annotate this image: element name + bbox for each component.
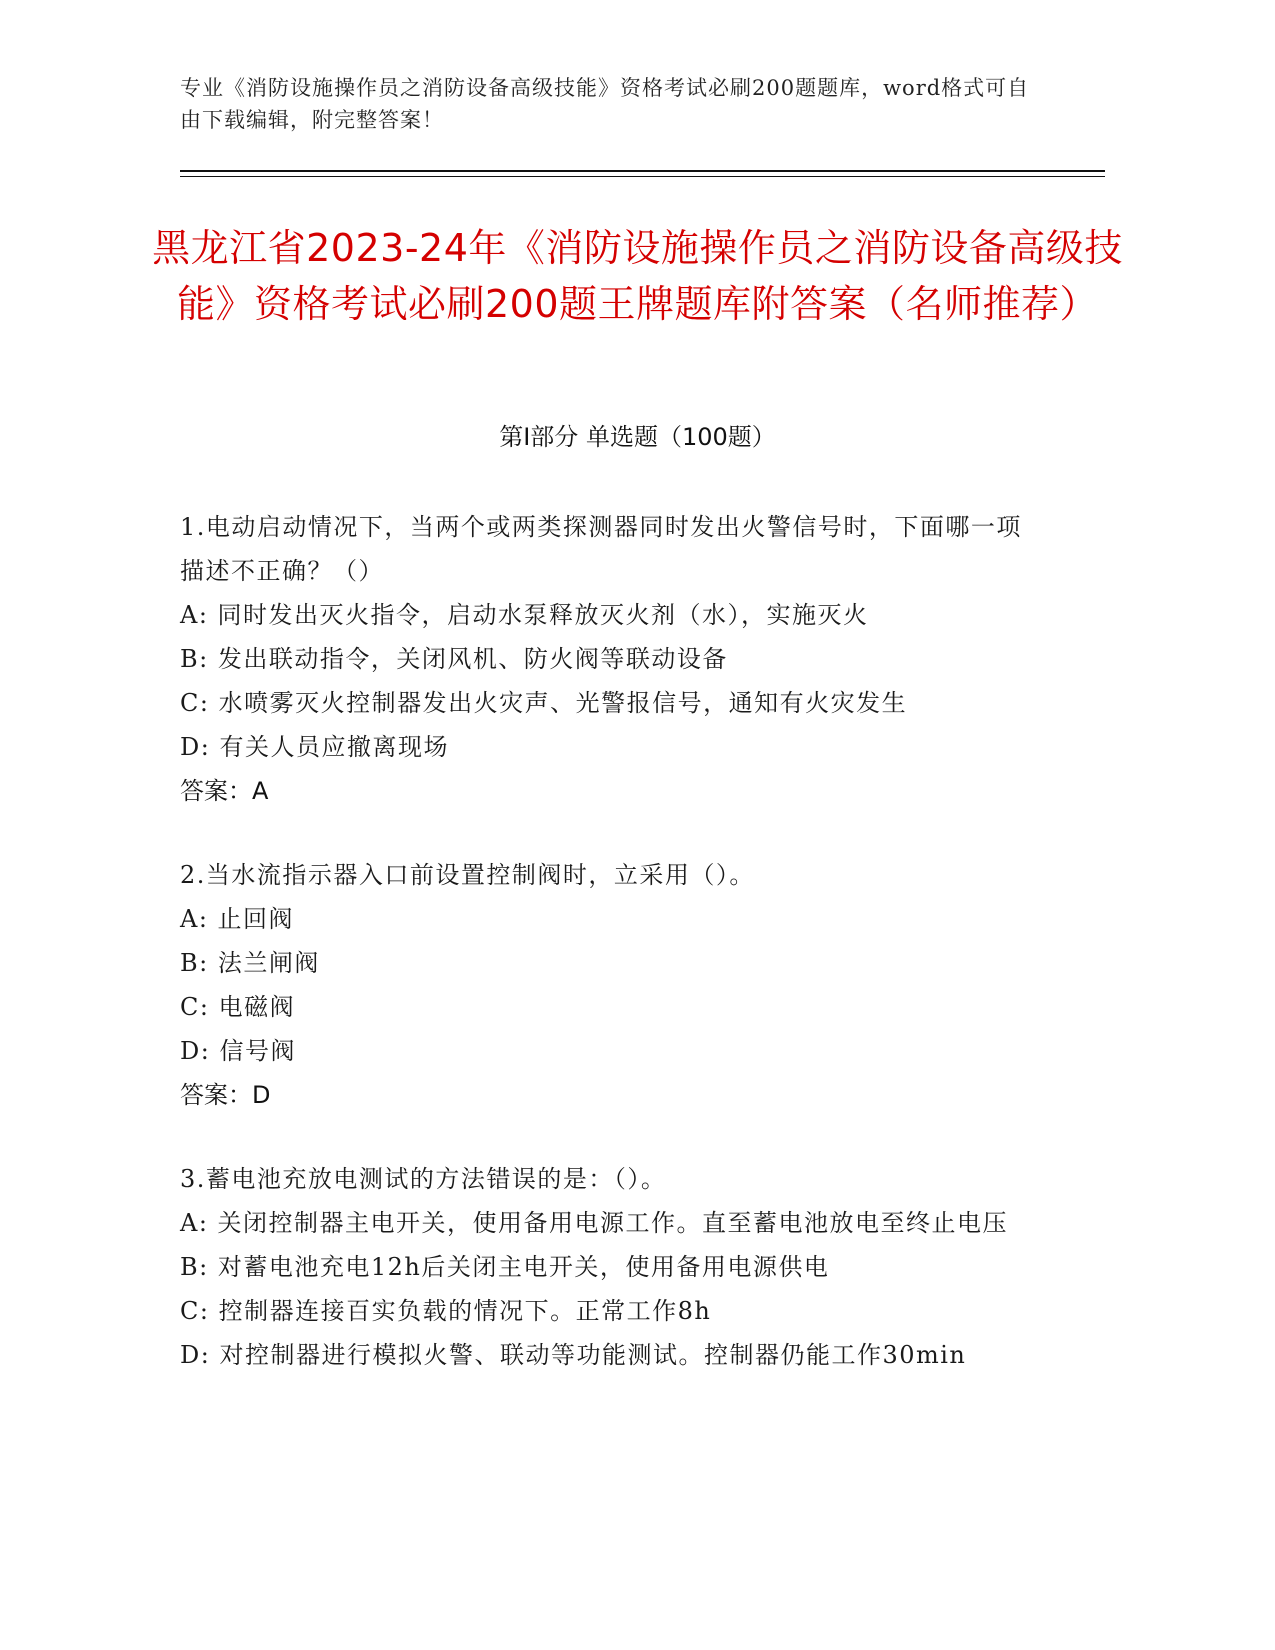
option-d: D: 对控制器进行模拟火警、联动等功能测试。控制器仍能工作30min (180, 1341, 967, 1369)
option-d: D: 有关人员应撤离现场 (180, 733, 449, 761)
header-divider-thick (180, 170, 1105, 172)
answer-label: 答案：D (180, 1081, 271, 1109)
question-3 (180, 1157, 1040, 1377)
option-b: B: 对蓄电池充电12h后关闭主电开关，使用备用电源供电 (180, 1253, 830, 1281)
option-a: A: 同时发出灭火指令，启动水泵释放灭火剂（水），实施灭火 (180, 601, 869, 629)
option-b: B: 发出联动指令，关闭风机、防火阀等联动设备 (180, 645, 728, 673)
question-2 (180, 853, 1040, 1117)
header-note: 专业《消防设施操作员之消防设备高级技能》资格考试必刷200题题库，word格式可自由下载编辑，附完整答案！ (180, 76, 1030, 132)
question-stem: 1.电动启动情况下，当两个或两类探测器同时发出火警信号时，下面哪一项描述不正确？（） (180, 513, 1022, 585)
option-b: B: 法兰闸阀 (180, 949, 320, 977)
option-c: C: 电磁阀 (180, 993, 296, 1021)
option-c: C: 水喷雾灭火控制器发出火灾声、光警报信号，通知有火灾发生 (180, 689, 908, 717)
option-a: A: 止回阀 (180, 905, 295, 933)
question-list (180, 505, 1040, 1417)
option-a: A: 关闭控制器主电开关，使用备用电源工作。直至蓄电池放电至终止电压 (180, 1209, 1009, 1237)
header-divider-thin (180, 176, 1105, 177)
section-title: 第I部分 单选题（100题） (499, 423, 776, 451)
option-d: D: 信号阀 (180, 1037, 296, 1065)
question-1 (180, 505, 1040, 813)
question-stem: 3.蓄电池充放电测试的方法错误的是：（）。 (180, 1165, 667, 1193)
answer-label: 答案：A (180, 777, 269, 805)
option-c: C: 控制器连接百实负载的情况下。正常工作8h (180, 1297, 712, 1325)
question-stem: 2.当水流指示器入口前设置控制阀时，立采用（）。 (180, 861, 755, 889)
document-title: 黑龙江省2023-24年《消防设施操作员之消防设备高级技能》资格考试必刷200题王牌题库附答案（名师推荐） (152, 226, 1123, 326)
